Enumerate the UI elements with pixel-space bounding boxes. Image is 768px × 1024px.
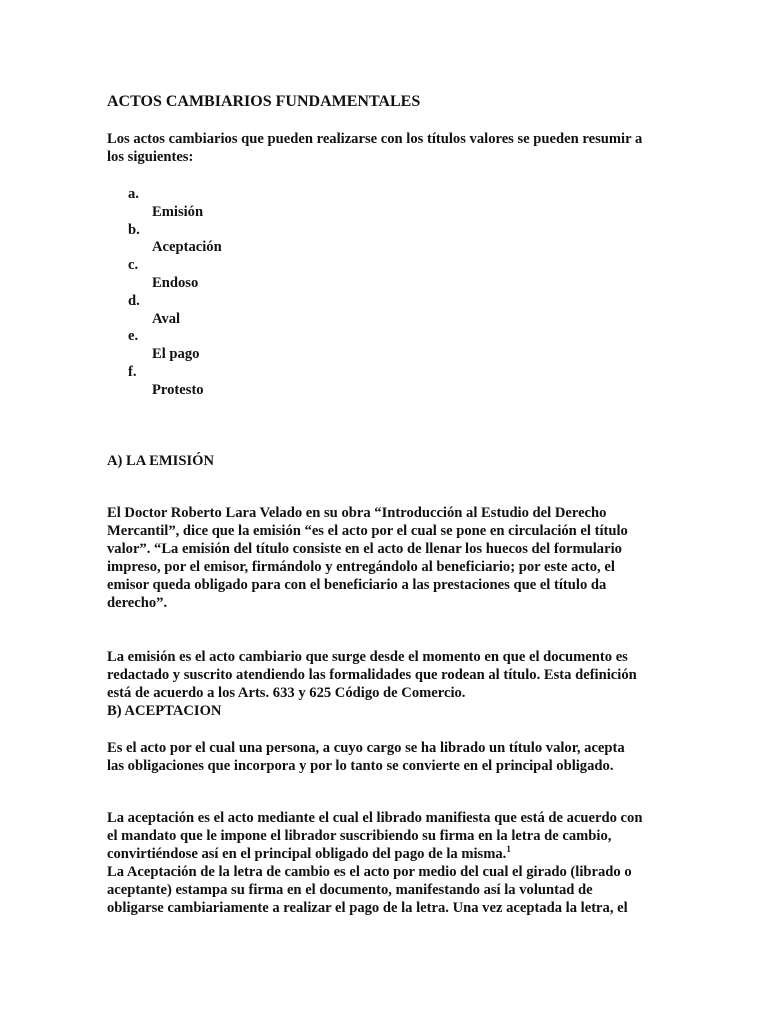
text-line: El Doctor Roberto Lara Velado en su obra “Introducción al Estudio del Derecho bbox=[107, 505, 607, 521]
list-marker: b. bbox=[128, 221, 140, 238]
section-b-paragraph-1 bbox=[107, 739, 667, 775]
text-line: emisor queda obligado para con el beneficiario a las prestaciones que el título da bbox=[107, 577, 607, 593]
acts-list bbox=[128, 186, 222, 400]
list-item-label: Endoso bbox=[152, 274, 199, 291]
list-marker: e. bbox=[128, 328, 139, 345]
section-b-heading: B) ACEPTACION bbox=[107, 703, 222, 719]
text-line: obligarse cambiariamente a realizar el pago de la letra. Una vez aceptada la letra, el bbox=[107, 900, 628, 916]
text-line: La Aceptación de la letra de cambio es el acto por medio del cual el girado (librado o bbox=[107, 864, 632, 880]
list-item-label: Aval bbox=[152, 310, 181, 327]
list-item-label: El pago bbox=[152, 346, 200, 363]
list-item-label: Protesto bbox=[152, 381, 204, 398]
text-segment: convirtiéndose así en el principal obligado del pago de la misma. bbox=[107, 846, 507, 862]
text-line: Es el acto por el cual una persona, a cuyo cargo se ha librado un título valor, acepta bbox=[107, 740, 625, 756]
section-b-paragraph-3 bbox=[107, 863, 667, 917]
list-item bbox=[128, 364, 222, 400]
text-line: Mercantil”, dice que la emisión “es el acto por el cual se pone en circulación el título bbox=[107, 523, 628, 539]
text-line: Los actos cambiarios que pueden realizarse con los títulos valores se pueden resumir a bbox=[107, 131, 643, 147]
intro-paragraph bbox=[107, 130, 667, 166]
text-line: el mandato que le impone el librador suscribiendo su firma en la letra de cambio, bbox=[107, 828, 612, 844]
text-line-with-footnote bbox=[107, 845, 667, 863]
list-marker: d. bbox=[128, 292, 140, 309]
list-marker: a. bbox=[128, 186, 139, 202]
section-b-paragraph-2 bbox=[107, 809, 667, 863]
text-line: valor”. “La emisión del título consiste en el acto de llenar los huecos del formulario bbox=[107, 541, 622, 557]
section-a-paragraph-1 bbox=[107, 504, 667, 612]
list-item-label: Aceptación bbox=[152, 239, 222, 256]
text-line: redactado y suscrito atendiendo las formalidades que rodean al título. Esta definición bbox=[107, 667, 637, 683]
text-line: las obligaciones que incorpora y por lo tanto se convierte en el principal obligado. bbox=[107, 758, 614, 774]
document-title: ACTOS CAMBIARIOS FUNDAMENTALES bbox=[107, 93, 421, 110]
list-item-label: Emisión bbox=[152, 203, 204, 220]
section-a-heading: A) LA EMISIÓN bbox=[107, 453, 215, 469]
text-line: aceptante) estampa su firma en el documento, manifestando así la voluntad de bbox=[107, 882, 593, 898]
list-item bbox=[128, 186, 222, 222]
text-line: impreso, por el emisor, firmándolo y entregándolo al beneficiario; por este acto, el bbox=[107, 559, 615, 575]
text-line: La aceptación es el acto mediante el cual el librado manifiesta que está de acuerdo con bbox=[107, 810, 643, 826]
list-marker: f. bbox=[128, 363, 137, 380]
list-item bbox=[128, 222, 222, 258]
list-marker: c. bbox=[128, 257, 139, 274]
list-item bbox=[128, 257, 222, 293]
text-line: está de acuerdo a los Arts. 633 y 625 Código de Comercio. bbox=[107, 685, 466, 701]
text-line: derecho”. bbox=[107, 595, 168, 611]
text-line: La emisión es el acto cambiario que surge desde el momento en que el documento es bbox=[107, 649, 628, 665]
list-item bbox=[128, 328, 222, 364]
text-line: los siguientes: bbox=[107, 149, 194, 165]
list-item bbox=[128, 293, 222, 329]
footnote-reference[interactable]: 1 bbox=[506, 844, 511, 854]
section-a-paragraph-2 bbox=[107, 648, 667, 702]
